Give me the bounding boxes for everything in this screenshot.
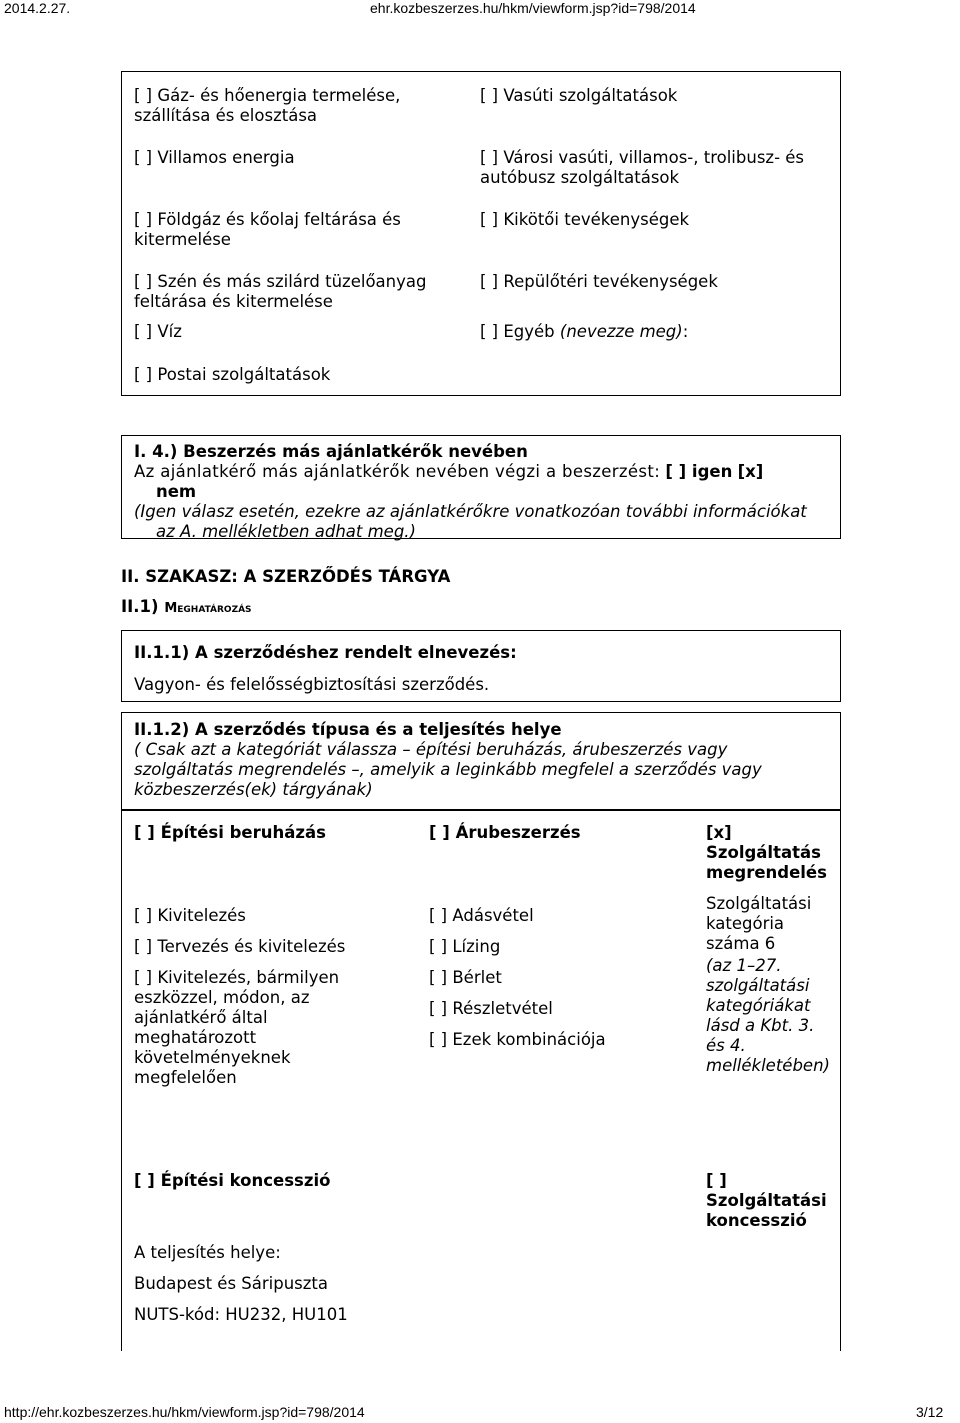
answer-yes: [ ] igen (665, 462, 733, 481)
building-concession: [ ] Építési koncesszió (134, 1171, 331, 1190)
construction-option-2: [ ] Tervezés és kivitelezés (134, 937, 346, 956)
sector-box (121, 71, 841, 396)
type-goods: [ ] Árubeszerzés (429, 823, 581, 842)
section-i4-note-2: az A. mellékletben adhat meg.) (156, 522, 416, 541)
goods-option-1: [ ] Adásvétel (429, 906, 534, 925)
type-service-l2: Szolgáltatás (706, 843, 821, 862)
service-category-l1: Szolgáltatási (706, 894, 812, 913)
service-category-note: (az 1–27. szolgáltatási kategóriákat lásd a Kbt. 3. és 4. mellékletében) (706, 956, 830, 1075)
construction-option-3: [ ] Kivitelezés, bármilyen eszközzel, módon, az ajánlatkérő által meghatározott követelményeknek megfelelően (134, 968, 340, 1087)
print-date: 2014.2.27. (4, 0, 71, 16)
sector-left-4: [ ] Szén és más szilárd tüzelőanyag feltárása és kitermelése (134, 272, 427, 311)
goods-option-3: [ ] Bérlet (429, 968, 502, 987)
place-label: A teljesítés helye: (134, 1243, 281, 1262)
type-service-mark: [x] (706, 823, 732, 842)
footer-page: 3/12 (916, 1404, 944, 1420)
goods-option-2: [ ] Lízing (429, 937, 501, 956)
sector-left-3: [ ] Földgáz és kőolaj feltárása és kitermelése (134, 210, 401, 249)
section-i4-heading: I. 4.) Beszerzés más ajánlatkérők nevében (134, 442, 528, 461)
section-ii12-heading: II.1.2) A szerződés típusa és a teljesítés helye (134, 720, 562, 739)
footer-url: http://ehr.kozbeszerzes.hu/hkm/viewform.jsp?id=798/2014 (4, 1404, 365, 1420)
sector-left-5: [ ] Víz (134, 322, 182, 341)
section-ii1-title (121, 597, 252, 619)
construction-option-1: [ ] Kivitelezés (134, 906, 246, 925)
other-italic: (nevezze meg) (559, 322, 683, 341)
type-construction: [ ] Építési beruházás (134, 823, 326, 842)
sector-right-4: [ ] Repülőtéri tevékenységek (480, 272, 718, 291)
print-url: ehr.kozbeszerzes.hu/hkm/viewform.jsp?id=798/2014 (370, 0, 696, 16)
sector-left-1: [ ] Gáz- és hőenergia termelése, szállítása és elosztása (134, 86, 401, 125)
sector-right-2: [ ] Városi vasúti, villamos-, trolibusz- és autóbusz szolgáltatások (480, 148, 805, 187)
section-i4-question: Az ajánlatkérő más ajánlatkérők nevében végzi a beszerzést: (134, 462, 661, 481)
section-ii11-box (121, 630, 841, 702)
section-i4-box (121, 435, 841, 539)
concession-box (121, 1146, 841, 1351)
sector-right-other (480, 322, 835, 342)
section-ii12-note-3: közbeszerzés(ek) tárgyának) (134, 780, 373, 799)
other-suffix: : (682, 322, 689, 341)
service-concession-l3: koncesszió (706, 1211, 807, 1230)
service-category-l2: kategória (706, 914, 785, 933)
goods-option-5: [ ] Ezek kombinációja (429, 1030, 606, 1049)
type-service-l3: megrendelés (706, 863, 827, 882)
section-ii12-box (121, 712, 841, 810)
sector-right-3: [ ] Kikötői tevékenységek (480, 210, 690, 229)
section-ii12-note-1: ( Csak azt a kategóriát válassza – építési beruházás, árubeszerzés vagy (134, 740, 728, 759)
sector-right-1: [ ] Vasúti szolgáltatások (480, 86, 678, 105)
place-value: Budapest és Sáripuszta (134, 1274, 329, 1293)
contract-type-table (121, 810, 841, 1146)
section-ii11-heading: II.1.1) A szerződéshez rendelt elnevezés: (134, 643, 517, 662)
sector-left-6: [ ] Postai szolgáltatások (134, 365, 331, 384)
section-ii-title: II. SZAKASZ: A SZERZŐDÉS TÁRGYA (121, 567, 451, 586)
section-ii12-note-2: szolgáltatás megrendelés –, amelyik a leginkább megfelel a szerződés vagy (134, 760, 762, 779)
goods-option-4: [ ] Részletvétel (429, 999, 553, 1018)
section-ii1-prefix: II.1) (121, 597, 165, 616)
other-prefix: [ ] Egyéb (480, 322, 560, 341)
section-i4-question-line (134, 462, 834, 482)
section-i4-note-1: (Igen válasz esetén, ezekre az ajánlatkérőkre vonatkozóan további információkat (134, 502, 807, 521)
service-category-number: száma 6 (706, 934, 776, 953)
section-ii1-name: Meghatározás (164, 601, 252, 616)
service-concession-mark: [ ] (706, 1171, 727, 1190)
sector-left-2: [ ] Villamos energia (134, 148, 295, 167)
answer-no: nem (156, 482, 197, 501)
service-concession-l2: Szolgáltatási (706, 1191, 827, 1210)
nuts-code: NUTS-kód: HU232, HU101 (134, 1305, 348, 1324)
answer-no-mark: [x] (737, 462, 764, 481)
section-ii11-value: Vagyon- és felelősségbiztosítási szerződés. (134, 675, 490, 694)
